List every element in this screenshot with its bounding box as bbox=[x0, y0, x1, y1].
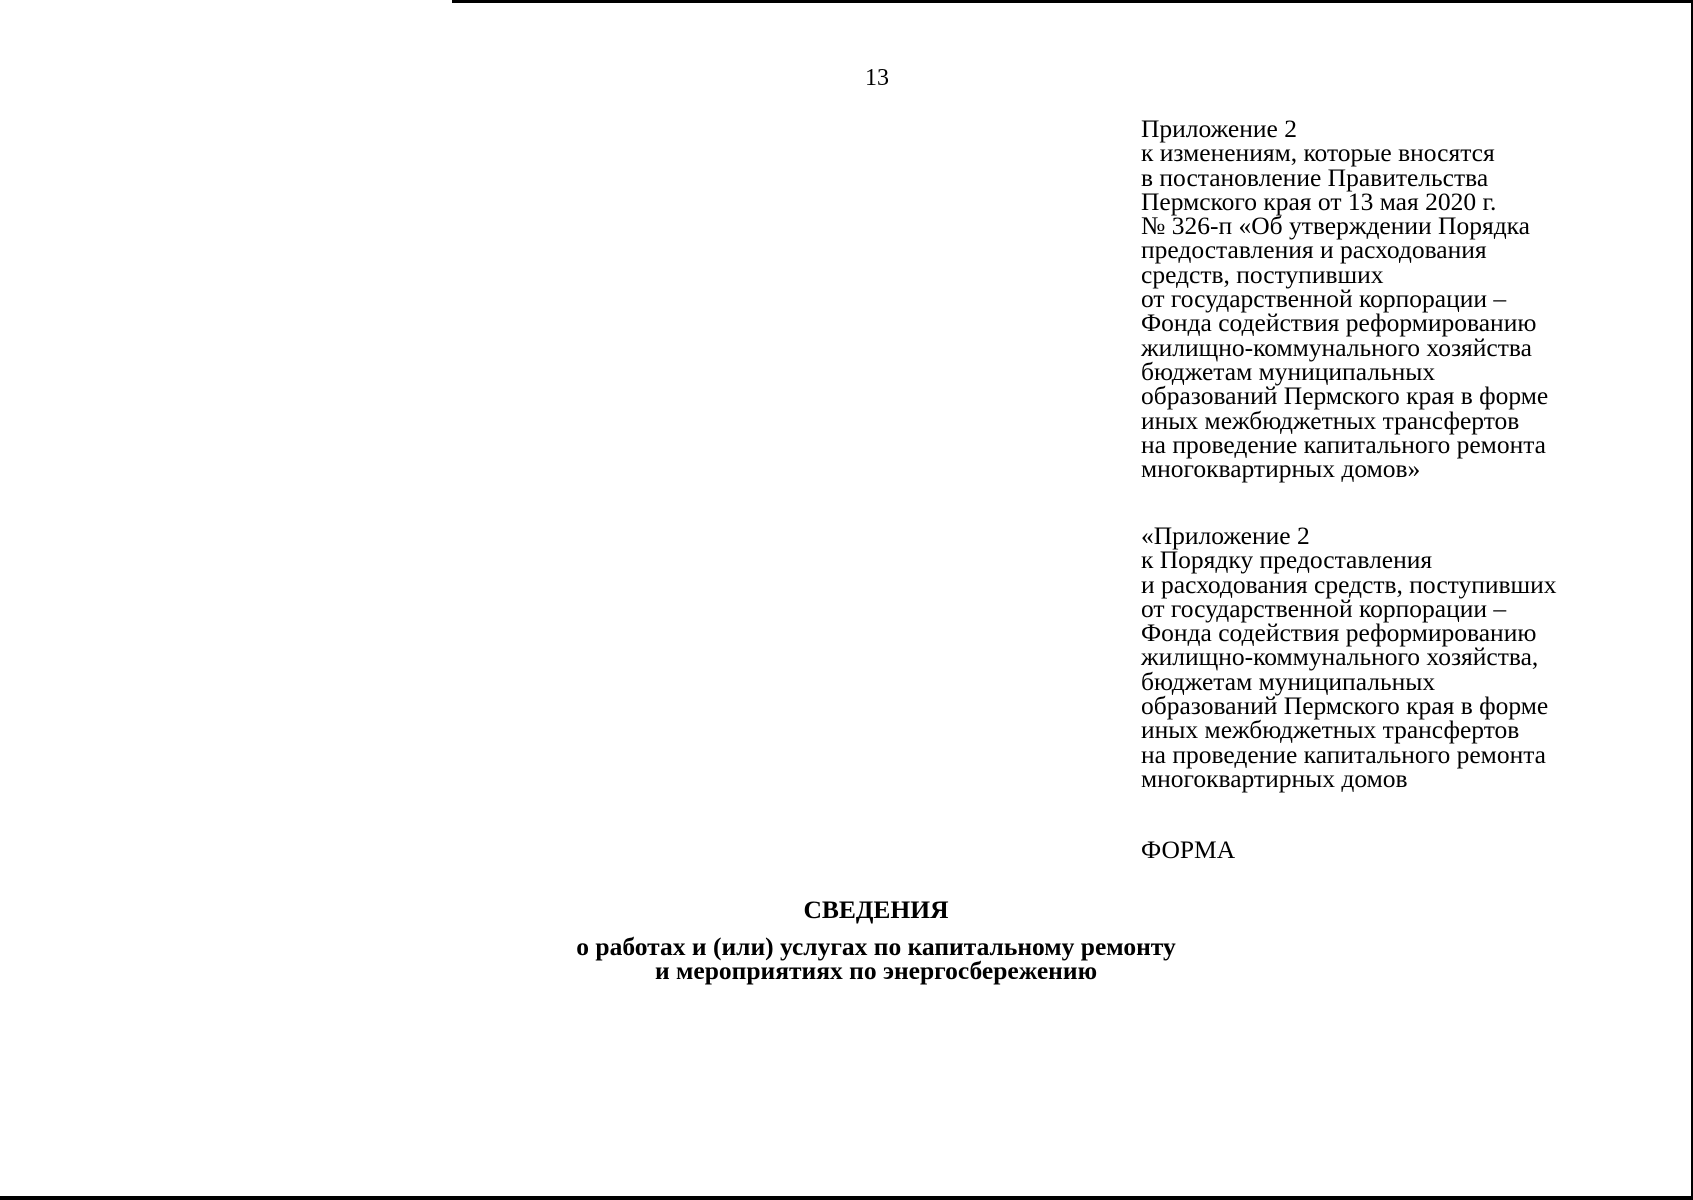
appendix-order-line: от государственной корпорации – bbox=[1141, 593, 1507, 623]
appendix-order-line: «Приложение 2 bbox=[1141, 521, 1310, 550]
page-number: 13 bbox=[865, 65, 889, 91]
appendix-amendment-line: от государственной корпорации – bbox=[1141, 284, 1507, 314]
appendix-order-line: к Порядку предоставления bbox=[1141, 545, 1433, 575]
document-subtitle-line: о работах и (или) услугах по капитальному ремонту bbox=[576, 932, 1176, 961]
appendix-order-line: иных межбюджетных трансфертов bbox=[1141, 715, 1520, 745]
appendix-amendment-line: иных межбюджетных трансфертов bbox=[1141, 405, 1520, 435]
scan-edge-bottom bbox=[0, 1196, 1693, 1200]
appendix-amendment-line: средств, поступивших bbox=[1141, 259, 1384, 289]
appendix-amendment-line: к изменениям, которые вносятся bbox=[1141, 138, 1495, 168]
appendix-amendment-line: Фонда содействия реформированию bbox=[1141, 308, 1537, 338]
appendix-amendment-line: Пермского края от 13 мая 2020 г. bbox=[1141, 186, 1497, 216]
scan-edge-top bbox=[452, 0, 1693, 3]
appendix-order-line: на проведение капитального ремонта bbox=[1141, 739, 1546, 769]
document-subtitle bbox=[0, 932, 1693, 985]
appendix-amendment-line: жилищно-коммунального хозяйства bbox=[1141, 332, 1532, 362]
appendix-amendment-block bbox=[1141, 114, 1661, 484]
appendix-order-line: и расходования средств, поступивших bbox=[1141, 569, 1557, 599]
appendix-order-line: жилищно-коммунального хозяйства, bbox=[1141, 642, 1539, 672]
appendix-amendment-line: Приложение 2 bbox=[1141, 114, 1297, 143]
document-subtitle-line: и мероприятиях по энергосбережению bbox=[654, 956, 1098, 985]
appendix-order-line: Фонда содействия реформированию bbox=[1141, 618, 1537, 648]
document-title: СВЕДЕНИЯ bbox=[803, 895, 949, 924]
appendix-order-block bbox=[1141, 521, 1661, 793]
form-label: ФОРМА bbox=[1141, 835, 1236, 864]
appendix-order-line: бюджетам муниципальных bbox=[1141, 666, 1436, 696]
appendix-amendment-line: на проведение капитального ремонта bbox=[1141, 429, 1546, 459]
appendix-amendment-line: № 326-п «Об утверждении Порядка bbox=[1141, 211, 1530, 241]
appendix-order-line: образований Пермского края в форме bbox=[1141, 691, 1549, 721]
appendix-amendment-line: предоставления и расходования bbox=[1141, 235, 1487, 265]
appendix-amendment-line: бюджетам муниципальных bbox=[1141, 356, 1436, 386]
appendix-amendment-line: многоквартирных домов» bbox=[1141, 454, 1421, 484]
appendix-order-line: многоквартирных домов bbox=[1141, 763, 1408, 793]
appendix-amendment-line: в постановление Правительства bbox=[1141, 162, 1489, 192]
appendix-amendment-line: образований Пермского края в форме bbox=[1141, 381, 1549, 411]
